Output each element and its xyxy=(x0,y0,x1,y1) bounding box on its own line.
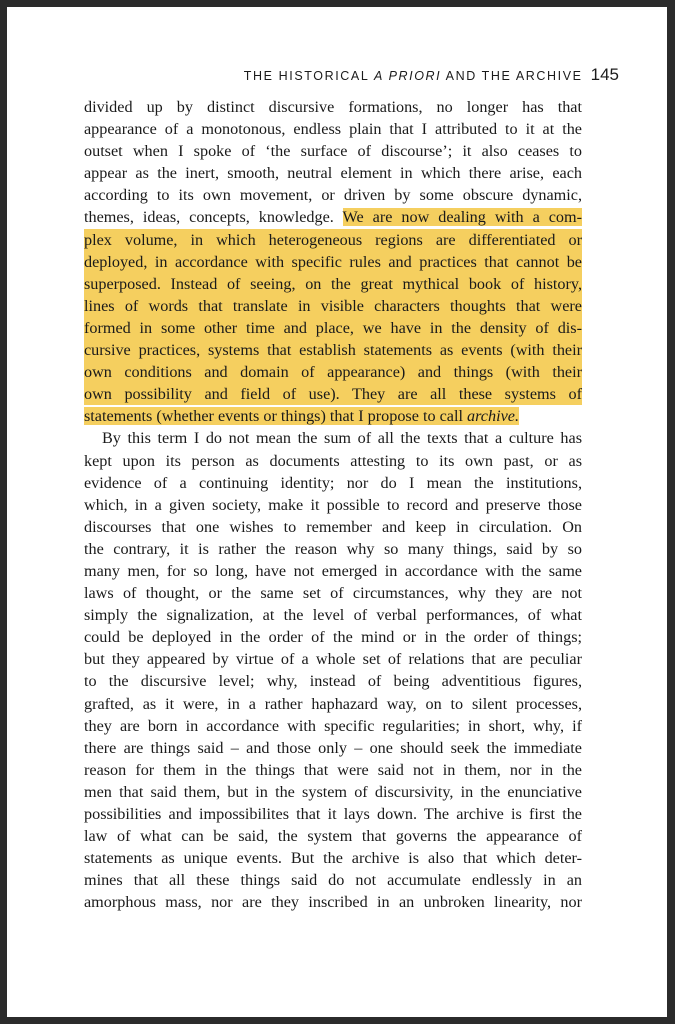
highlighted-line: superposed. Instead of seeing, on the great mythical book of history, xyxy=(84,273,582,295)
text-line: appearance of a monotonous, endless plain that I attributed to it at the xyxy=(84,120,582,139)
text-line: law of what can be said, the system that governs the appearance of xyxy=(84,827,582,846)
highlighted-text: We are now dealing with a com- xyxy=(342,208,582,227)
paragraph-1 xyxy=(84,96,582,427)
highlighted-line: own possibility and field of use). They are all these systems of xyxy=(84,383,582,405)
text-line: divided up by distinct discursive formations, no longer has that xyxy=(84,98,582,116)
text-line: laws of thought, or the same set of circumstances, why they are not xyxy=(84,584,582,603)
highlighted-line: own conditions and domain of appearance) and things (with their xyxy=(84,361,582,383)
highlighted-line: cursive practices, systems that establish statements as events (with their xyxy=(84,339,582,361)
text-line: they are born in accordance with specific regularities; in short, why, if xyxy=(84,716,582,735)
page-number: 145 xyxy=(590,65,619,84)
text-line xyxy=(84,405,582,427)
archive-term: archive. xyxy=(467,407,519,426)
text-line: outset when I spoke of ‘the surface of discourse’; it also ceases to xyxy=(84,142,582,161)
text-line xyxy=(84,206,582,228)
text-line: evidence of a continuing identity; nor do I mean the institutions, xyxy=(84,473,582,492)
text-line: there are things said – and those only – one should seek the immediate xyxy=(84,738,582,757)
text-line: mines that all these things said do not accumulate endlessly in an xyxy=(84,871,582,890)
text-line: By this term I do not mean the sum of all the texts that a culture has xyxy=(102,429,582,448)
highlighted-line: lines of words that translate in visible characters thoughts that were xyxy=(84,295,582,317)
highlighted-text: statements (whether events or things) that I propose to call archive. xyxy=(84,407,519,426)
text-line: kept upon its person as documents attesting to its own past, or as xyxy=(84,451,582,470)
highlighted-line: deployed, in accordance with specific rules and practices that cannot be xyxy=(84,251,582,273)
text-line: grafted, as it were, in a rather haphazard way, on to silent processes, xyxy=(84,694,582,713)
text-line: according to its own movement, or driven by some obscure dynamic, xyxy=(84,186,582,205)
text-line: appear as the inert, smooth, neutral element in which there arise, each xyxy=(84,164,582,183)
text-line: but they appeared by virtue of a whole set of relations that are peculiar xyxy=(84,650,582,669)
text-line: amorphous mass, nor are they inscribed in an unbroken linearity, nor xyxy=(84,893,582,912)
text-line: simply the signalization, at the level of verbal performances, of what xyxy=(84,606,582,625)
text-line: to the discursive level; why, instead of being adventitious figures, xyxy=(84,672,582,691)
text-line: could be deployed in the order of the mind or in the order of things; xyxy=(84,628,582,647)
highlighted-line: plex volume, in which heterogeneous regions are differentiated or xyxy=(84,229,582,251)
highlighted-line: formed in some other time and place, we have in the density of dis- xyxy=(84,317,582,339)
text-line: the contrary, it is rather the reason why so many things, said by so xyxy=(84,539,582,558)
text-line: men that said them, but in the system of discursivity, in the enunciative xyxy=(84,782,582,801)
page-header xyxy=(244,65,619,85)
text-line: statements as unique events. But the archive is also that which deter- xyxy=(84,849,582,868)
paragraph-2 xyxy=(84,427,582,913)
text-segment: themes, ideas, concepts, knowledge. xyxy=(84,208,343,227)
running-head: THE HISTORICAL A PRIORI AND THE ARCHIVE xyxy=(243,69,583,83)
body-text xyxy=(84,96,582,913)
text-line: possibilities and impossibilites that it lays down. The archive is first the xyxy=(84,805,582,823)
book-page xyxy=(7,7,667,1017)
text-line: many men, for so long, have not emerged in accordance with the same xyxy=(84,561,582,580)
text-line: which, in a given society, make it possible to record and preserve those xyxy=(84,495,582,514)
text-line: reason for them in the things that were said not in them, nor in the xyxy=(84,760,582,779)
text-line: discourses that one wishes to remember and keep in circulation. On xyxy=(84,517,582,536)
